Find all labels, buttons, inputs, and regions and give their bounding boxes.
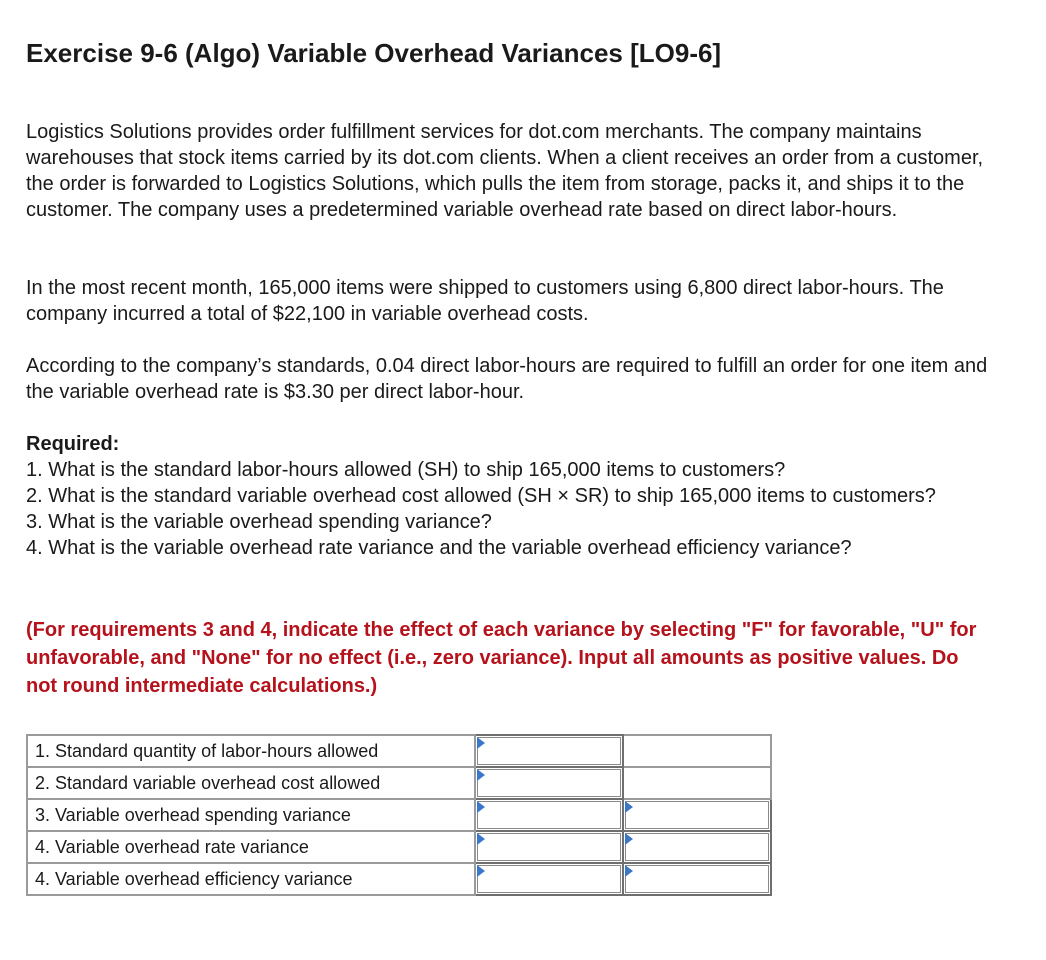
instruction-note: (For requirements 3 and 4, indicate the effect of each variance by selecting "F" for favorable, "U" for unfavorable, and "None" for no effect (i.e., zero variance). Input all amounts as positive values. Do not round intermediate calculations.) bbox=[26, 619, 977, 697]
required-item-4: 4. What is the variable overhead rate variance and the variable overhead efficiency variance? bbox=[26, 537, 852, 559]
triangle-marker-icon bbox=[477, 769, 485, 781]
row-label: 1. Standard quantity of labor-hours allowed bbox=[27, 735, 475, 767]
scenario-paragraph-3: According to the company’s standards, 0.04 direct labor-hours are required to fulfill an order for one item and the variable overhead rate is $3.30 per direct labor-hour. bbox=[26, 355, 988, 403]
scenario-paragraph-1: Logistics Solutions provides order fulfillment services for dot.com merchants. The company maintains warehouses that stock items carried by its dot.com clients. When a client receives an order from a customer, the order is forwarded to Logistics Solutions, which pulls the item from storage, packs it, and ships it to the customer. The company uses a predetermined variable overhead rate based on direct labor-hours. bbox=[26, 121, 984, 221]
effect-select[interactable] bbox=[625, 833, 769, 861]
amount-input-cell[interactable] bbox=[475, 831, 623, 863]
required-list bbox=[26, 457, 1011, 561]
table-row bbox=[27, 831, 771, 863]
effect-select-cell[interactable] bbox=[623, 799, 771, 831]
required-item-2: 2. What is the standard variable overhead cost allowed (SH × SR) to ship 165,000 items to customers? bbox=[26, 485, 936, 507]
effect-select[interactable] bbox=[625, 865, 769, 893]
answer-table bbox=[26, 734, 772, 896]
scenario-paragraph-2: In the most recent month, 165,000 items were shipped to customers using 6,800 direct labor-hours. The company incurred a total of $22,100 in variable overhead costs. bbox=[26, 277, 944, 325]
triangle-marker-icon bbox=[625, 833, 633, 845]
triangle-marker-icon bbox=[625, 865, 633, 877]
amount-input[interactable] bbox=[477, 865, 621, 893]
amount-input[interactable] bbox=[477, 737, 621, 765]
required-heading: Required: bbox=[26, 433, 120, 455]
amount-input-cell[interactable] bbox=[475, 799, 623, 831]
row-label: 3. Variable overhead spending variance bbox=[27, 799, 475, 831]
row-label: 4. Variable overhead efficiency variance bbox=[27, 863, 475, 895]
effect-select-cell[interactable] bbox=[623, 831, 771, 863]
amount-input[interactable] bbox=[477, 801, 621, 829]
table-row bbox=[27, 863, 771, 895]
triangle-marker-icon bbox=[477, 737, 485, 749]
amount-input[interactable] bbox=[477, 769, 621, 797]
amount-input-cell[interactable] bbox=[475, 863, 623, 895]
amount-input-cell[interactable] bbox=[475, 735, 623, 767]
table-row bbox=[27, 767, 771, 799]
required-item-1: 1. What is the standard labor-hours allowed (SH) to ship 165,000 items to customers? bbox=[26, 459, 786, 481]
row-label: 2. Standard variable overhead cost allowed bbox=[27, 767, 475, 799]
required-item-3: 3. What is the variable overhead spending variance? bbox=[26, 511, 492, 533]
amount-input[interactable] bbox=[477, 833, 621, 861]
empty-cell bbox=[623, 735, 771, 767]
table-row bbox=[27, 799, 771, 831]
triangle-marker-icon bbox=[477, 865, 485, 877]
effect-select-cell[interactable] bbox=[623, 863, 771, 895]
table-row bbox=[27, 735, 771, 767]
triangle-marker-icon bbox=[625, 801, 633, 813]
page-title: Exercise 9-6 (Algo) Variable Overhead Variances [LO9-6] bbox=[26, 38, 722, 68]
triangle-marker-icon bbox=[477, 833, 485, 845]
triangle-marker-icon bbox=[477, 801, 485, 813]
effect-select[interactable] bbox=[625, 801, 769, 829]
amount-input-cell[interactable] bbox=[475, 767, 623, 799]
empty-cell bbox=[623, 767, 771, 799]
row-label: 4. Variable overhead rate variance bbox=[27, 831, 475, 863]
